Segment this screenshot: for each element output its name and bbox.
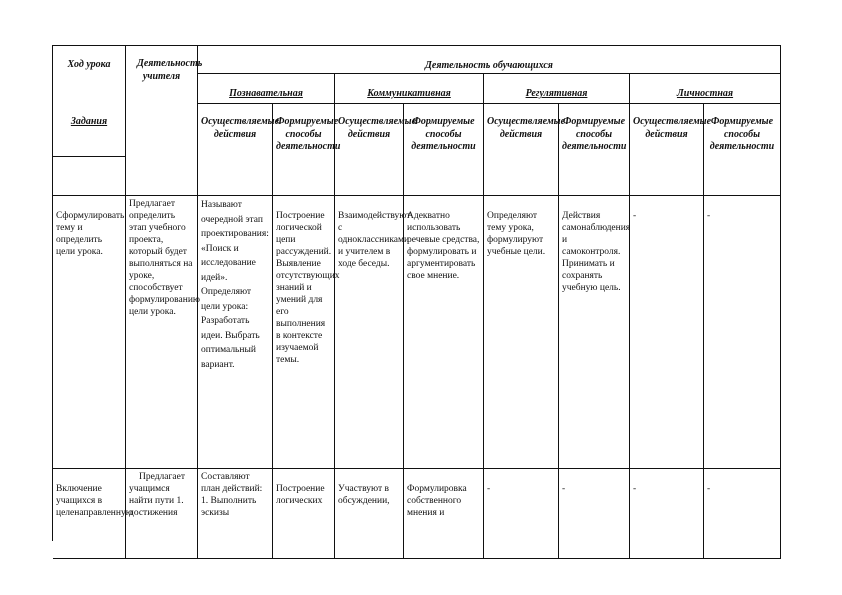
row1-cognitive-actions: Называют очередной этап проектирования: «Поиск и исследование идей». Определяют цели урока: Разработать идеи. Выбрать оптимальный вариант. [198, 196, 273, 469]
header-tasks-text: Задания [70, 115, 108, 127]
header-teacher-activity-text: Деятельность учителя [137, 58, 203, 82]
row2-regulatory-actions: - [484, 469, 559, 559]
row1-communicative-actions: Взаимодействуют с одноклассниками и учителем в ходе беседы. [335, 196, 404, 469]
subheader-cognitive-methods: Формируемые способы деятельности [273, 104, 335, 196]
subheader-communicative-methods: Формируемые способы деятельности [404, 104, 484, 196]
row2-personal-methods: - [704, 469, 781, 559]
header-teacher-activity [126, 46, 203, 196]
row2-cognitive-methods: Построение логических [273, 469, 335, 559]
lesson-plan-table [52, 45, 781, 541]
header-students-activity [198, 46, 781, 74]
row2-communicative-methods: Формулировка собственного мнения и [404, 469, 484, 559]
category-communicative: Коммуникативная [335, 74, 484, 104]
header-lesson-stage [53, 46, 126, 157]
row1-regulatory-methods: Действия самонаблюдения и самоконтроля. Принимать и сохранять учебную цель. [559, 196, 630, 469]
row1-personal-methods: - [704, 196, 781, 469]
category-regulatory: Регулятивная [484, 74, 630, 104]
subheader-personal-methods: Формируемые способы деятельности [704, 104, 781, 196]
subheader-communicative-actions: Осуществляемые действия [335, 104, 404, 196]
subheader-regulatory-actions: Осуществляемые действия [484, 104, 559, 196]
row1-cognitive-methods: Построение логической цепи рассуждений. Выявление отсутствующих знаний и умений для его выполнения в контексте изучаемой темы. [273, 196, 335, 469]
row2-personal-actions: - [630, 469, 704, 559]
category-cognitive: Познавательная [198, 74, 335, 104]
header-tasks-spacer [53, 157, 126, 196]
header-lesson-stage-text: Ход урока [67, 59, 111, 70]
row1-communicative-methods: Адекватно использовать речевые средства, формулировать и аргументировать свое мнение. [404, 196, 484, 469]
header-students-activity-text: Деятельность обучающихся [425, 60, 553, 71]
row1-personal-actions: - [630, 196, 704, 469]
row2-communicative-actions: Участвуют в обсуждении, [335, 469, 404, 559]
row1-teacher: Предлагает определить этап учебного проекта, который будет выполняться на уроке, способствует формулированию цели урока. [126, 196, 198, 469]
row1-regulatory-actions: Определяют тему урока, формулируют учебные цели. [484, 196, 559, 469]
subheader-cognitive-actions: Осуществляемые действия [198, 104, 273, 196]
subheader-personal-actions: Осуществляемые действия [630, 104, 704, 196]
row2-cognitive-actions: Составляют план действий: 1. Выполнить эскизы [198, 469, 273, 559]
row2-regulatory-methods: - [559, 469, 630, 559]
row1-stage: Сформулировать тему и определить цели урока. [53, 196, 126, 469]
subheader-regulatory-methods: Формируемые способы деятельности [559, 104, 630, 196]
category-personal: Личностная [630, 74, 781, 104]
row2-stage: Включение учащихся в целенаправленную [53, 469, 126, 559]
row2-teacher: Предлагает учащимся найти пути 1. достижения [126, 469, 198, 559]
